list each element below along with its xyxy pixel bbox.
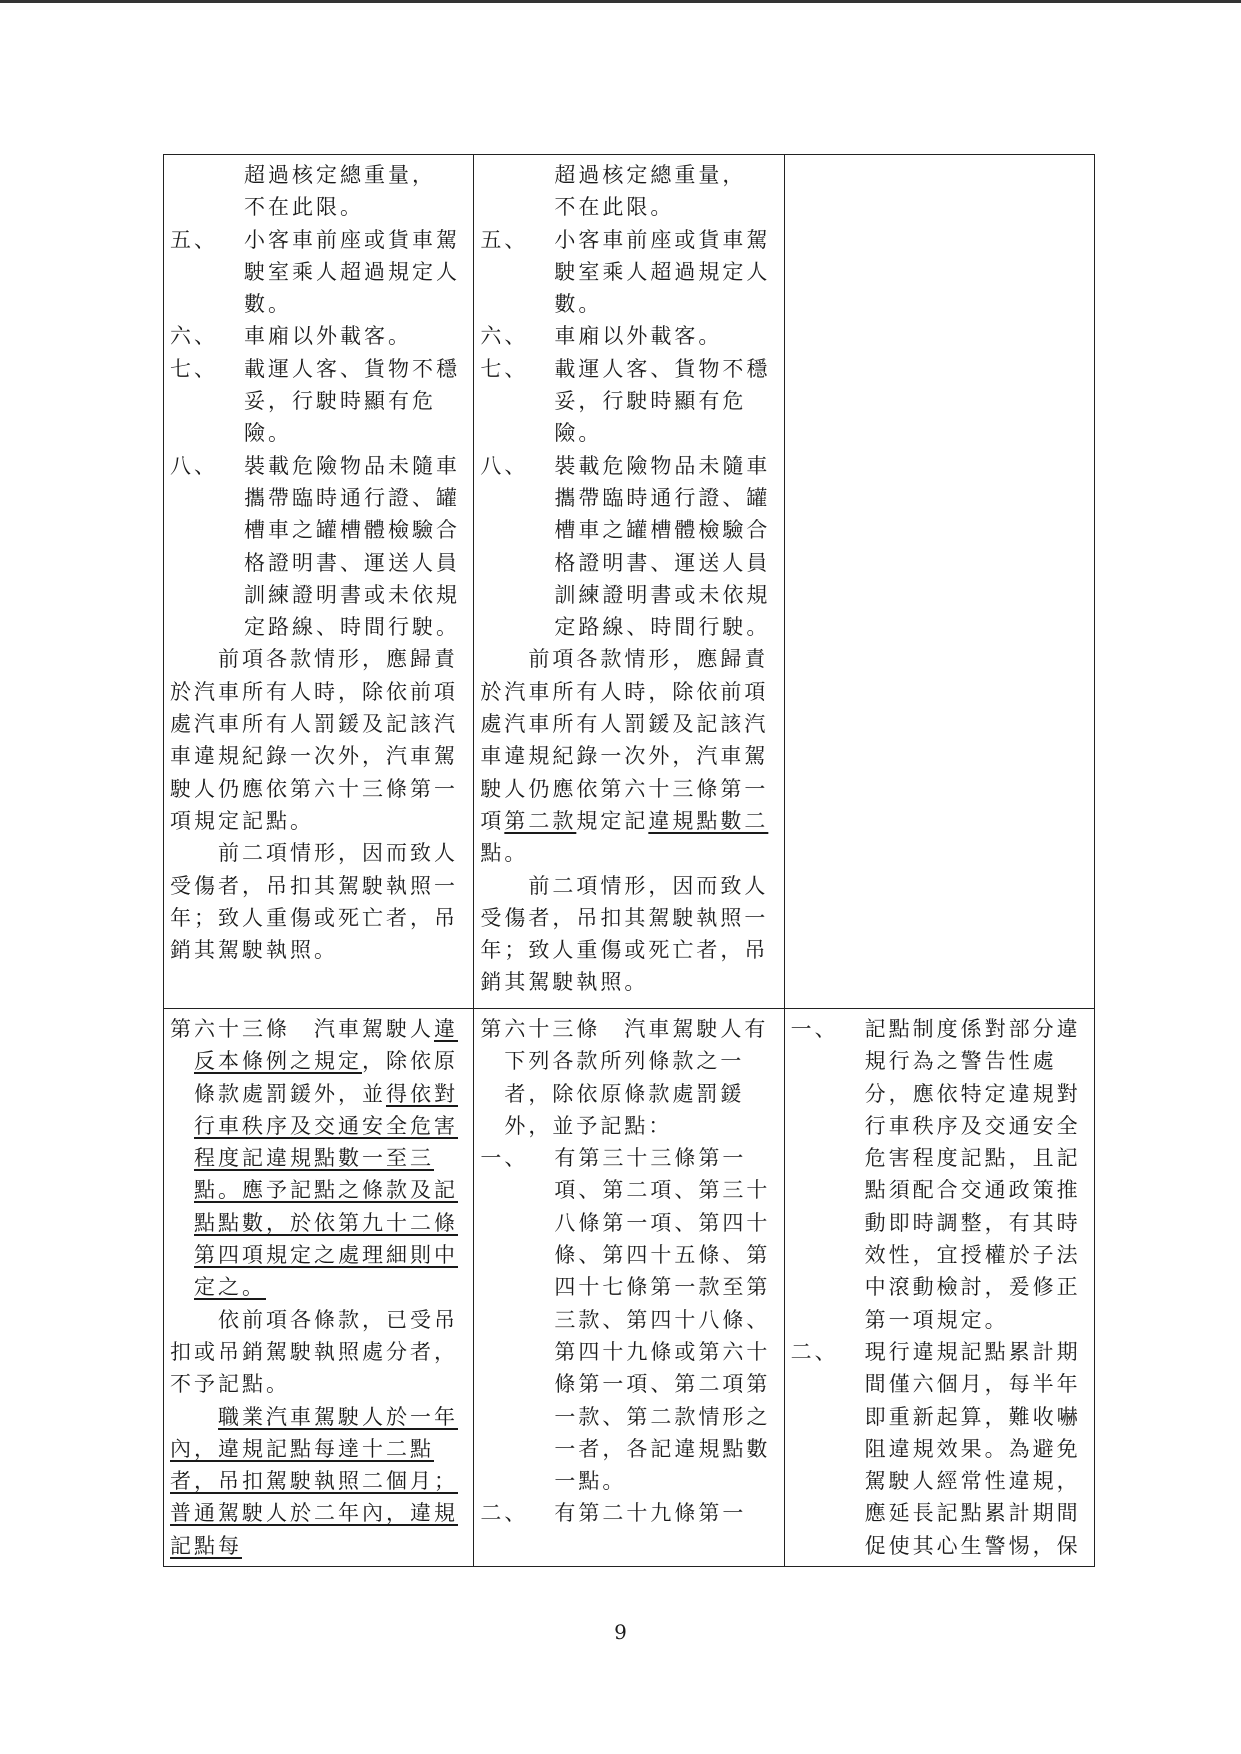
explanation-cell [784,1009,1094,1567]
list-item: 二、 現行違規記點累計期間僅六個月，每半年即重新起算，難收嚇阻違規效果。為避免駕駛人經常性違規，應延長記點累計期間促使其心生警惕，保 [790,1339,1081,1558]
page-top-border [0,0,1241,3]
item-continuation-line: 不在此限。 [554,195,675,220]
list-item: 二、 有第二十九條第一 [480,1501,747,1526]
current-text-cell [474,1009,784,1567]
list-item: 六、 車廂以外載客。 [170,324,412,349]
page-number: 9 [614,1620,627,1644]
table-row [164,155,1095,1009]
list-item: 五、 小客車前座或貨車駕駛室乘人超過規定人數。 [170,227,460,317]
paragraph: 前項各款情形，應歸責於汽車所有人時，除依前項處汽車所有人罰鍰及記該汽車違規紀錄一次外，汽車駕駛人仍應依第六十三條第一項規定記點。 [170,647,458,833]
table-row [164,1009,1095,1567]
amended-text-cell [164,155,474,1009]
list-item: 八、 裝載危險物品未隨車攜帶臨時通行證、罐槽車之罐槽體檢驗合格證明書、運送人員訓練證明書或未依規定路線、時間行駛。 [170,453,460,640]
paragraph: 前項各款情形，應歸責於汽車所有人時，除依前項處汽車所有人罰鍰及記該汽車違規紀錄一次外，汽車駕駛人仍應依第六十三條第一項第二款規定記違規點數二點。 [480,647,769,866]
item-continuation-line: 不在此限。 [244,195,364,220]
paragraph: 依前項各條款，已受吊扣或吊銷駕駛執照處分者，不予記點。 [170,1307,458,1397]
comparison-table [163,154,1095,1567]
list-item: 一、 有第三十三條第一項、第二項、第三十八條第一項、第四十條、第四十五條、第四十七條第一款至第三款、第四十八條、第四十九條或第六十條第一項、第二項第一款、第二款情形之一者，各記違規點數一點。 [480,1146,771,1494]
list-item: 五、 小客車前座或貨車駕駛室乘人超過規定人數。 [480,227,771,317]
paragraph: 前二項情形，因而致人受傷者，吊扣其駕駛執照一年；致人重傷或死亡者，吊銷其駕駛執照。 [480,873,769,995]
explanation-cell [784,155,1094,1009]
current-text-cell [474,155,784,1009]
amended-text-cell [164,1009,474,1567]
article-heading: 第六十三條 汽車駕駛人有下列各款所列條款之一者，除依原條款處罰鍰外，並予記點： [480,1017,769,1138]
item-continuation-line: 超過核定總重量， [244,163,436,187]
list-item: 七、 載運人客、貨物不穩妥，行駛時顯有危險。 [480,356,771,446]
list-item: 七、 載運人客、貨物不穩妥，行駛時顯有危險。 [170,356,460,446]
list-item: 八、 裝載危險物品未隨車攜帶臨時通行證、罐槽車之罐槽體檢驗合格證明書、運送人員訓練證明書或未依規定路線、時間行駛。 [480,453,771,640]
list-item: 一、 記點制度係對部分違規行為之警告性處分，應依特定違規對行車秩序及交通安全危害程度記點，且記點須配合交通政策推動即時調整，有其時效性，宜授權於子法中滾動檢討，爰修正第一項規定。 [790,1017,1081,1332]
paragraph: 職業汽車駕駛人於一年內，違規記點每達十二點者，吊扣駕駛執照二個月；普通駕駛人於二年內，違規記點每 [170,1404,458,1558]
list-item: 六、 車廂以外載客。 [480,324,723,349]
item-continuation-line: 超過核定總重量， [554,163,747,187]
paragraph: 前二項情形，因而致人受傷者，吊扣其駕駛執照一年；致人重傷或死亡者，吊銷其駕駛執照。 [170,841,458,963]
article-heading: 第六十三條 汽車駕駛人違反本條例之規定，除依原條款處罰鍰外，並得依對行車秩序及交通安全危害程度記違規點數一至三點。應予記點之條款及記點點數，於依第九十二條第四項規定之處理細則中定之。 [170,1017,458,1300]
